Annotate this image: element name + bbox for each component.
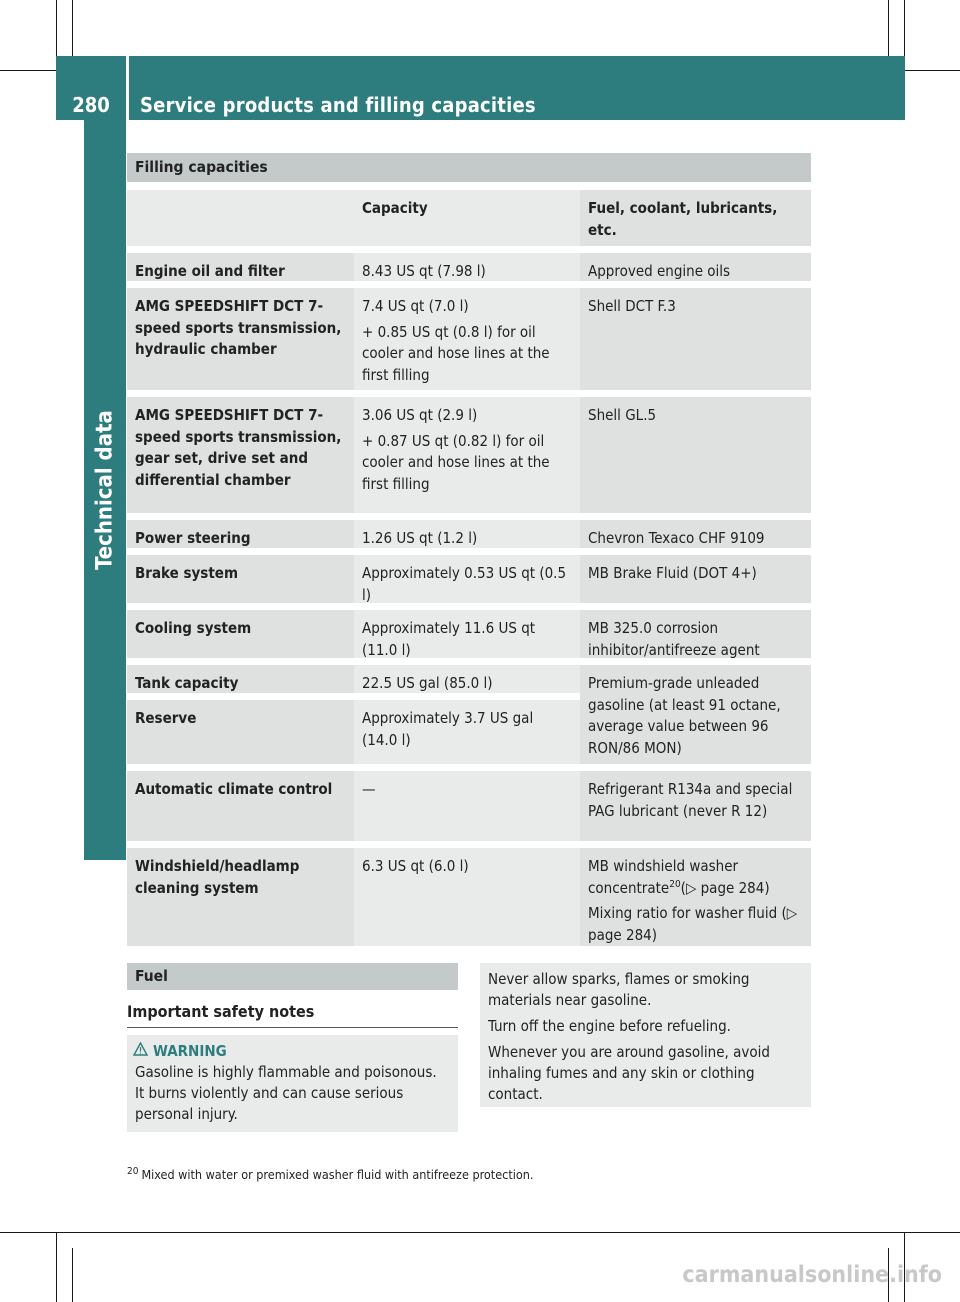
table-title: Filling capacities bbox=[127, 153, 811, 182]
product-text: MB Brake Fluid (DOT 4+) bbox=[588, 564, 757, 582]
table-row bbox=[127, 397, 811, 513]
row-item: Power steering bbox=[127, 520, 354, 548]
row-product bbox=[580, 555, 811, 603]
page-title: Service products and filling capacities bbox=[140, 93, 536, 117]
footnote bbox=[127, 1166, 533, 1182]
row-product bbox=[580, 848, 811, 946]
safety-note: Turn off the engine before refueling. bbox=[488, 1017, 731, 1035]
safety-notes-title: Important safety notes bbox=[127, 1002, 458, 1028]
product-text: Refrigerant R134a and special PAG lubricant (never R 12) bbox=[588, 780, 793, 820]
table-row bbox=[127, 253, 811, 281]
capacity-text: 6.3 US qt (6.0 l) bbox=[362, 857, 469, 875]
row-product bbox=[580, 253, 811, 281]
table-row bbox=[127, 520, 811, 548]
row-item: AMG SPEEDSHIFT DCT 7-speed sports transmission, gear set, drive set and differential chamber bbox=[127, 397, 354, 513]
row-capacity bbox=[354, 253, 580, 281]
row-item: Automatic climate control bbox=[127, 771, 354, 841]
row-capacity bbox=[354, 397, 580, 513]
footnote-number: 20 bbox=[127, 1166, 139, 1177]
tank-product bbox=[580, 665, 811, 764]
capacity-text: 22.5 US gal (85.0 l) bbox=[362, 674, 493, 692]
warning-icon bbox=[133, 1042, 148, 1056]
capacity-text: 1.26 US qt (1.2 l) bbox=[362, 529, 478, 547]
table-row bbox=[127, 700, 580, 764]
capacity-text: — bbox=[362, 780, 376, 798]
crop-mark bbox=[56, 0, 57, 56]
row-product bbox=[580, 397, 811, 513]
warning-label: WARNING bbox=[153, 1042, 227, 1060]
capacity-note: + 0.85 US qt (0.8 l) for oil cooler and hose lines at the first filling bbox=[362, 322, 550, 384]
row-product bbox=[580, 288, 811, 390]
row-item: AMG SPEEDSHIFT DCT 7-speed sports transmission, hydraulic chamber bbox=[127, 288, 354, 390]
safety-note: Never allow sparks, flames or smoking materials near gasoline. bbox=[488, 970, 750, 1009]
row-capacity bbox=[354, 771, 580, 841]
page-link[interactable]: (▷ page 284) bbox=[680, 878, 770, 897]
row-product bbox=[580, 610, 811, 658]
header-cell-item bbox=[127, 190, 354, 246]
row-product bbox=[580, 771, 811, 841]
row-item: Reserve bbox=[127, 700, 354, 764]
crop-mark bbox=[56, 1232, 57, 1302]
table-header-row bbox=[127, 190, 811, 246]
safety-notes-box bbox=[480, 963, 811, 1107]
safety-note: Whenever you are around gasoline, avoid inhaling fumes and any skin or clothing contact. bbox=[488, 1043, 770, 1103]
row-capacity bbox=[354, 555, 580, 603]
row-item: Engine oil and filter bbox=[127, 253, 354, 281]
capacity-text: Approximately 11.6 US qt (11.0 l) bbox=[362, 619, 536, 659]
table-row bbox=[127, 610, 811, 658]
table-row bbox=[127, 555, 811, 603]
crop-mark bbox=[888, 0, 889, 56]
capacity-text: 7.4 US qt (7.0 l) bbox=[362, 297, 469, 315]
washer-text: MB windshield washer concentrate bbox=[588, 857, 739, 897]
table-row bbox=[127, 665, 580, 693]
footnote-text: Mixed with water or premixed washer fluid with antifreeze protection. bbox=[141, 1167, 534, 1183]
crop-mark bbox=[72, 0, 73, 56]
capacity-text: 3.06 US qt (2.9 l) bbox=[362, 406, 478, 424]
side-tab-label-wrap bbox=[84, 120, 126, 860]
washer-product bbox=[588, 856, 803, 899]
row-product bbox=[580, 520, 811, 548]
product-text: Chevron Texaco CHF 9109 bbox=[588, 529, 765, 547]
footnote-ref[interactable]: 20 bbox=[669, 878, 681, 890]
capacity-note: + 0.87 US qt (0.82 l) for oil cooler and hose lines at the first filling bbox=[362, 431, 550, 493]
table-row bbox=[127, 848, 811, 946]
table-row bbox=[127, 771, 811, 841]
tank-reserve-group bbox=[127, 665, 811, 764]
capacity-text: Approximately 3.7 US gal (14.0 l) bbox=[362, 709, 534, 749]
row-capacity bbox=[354, 665, 580, 693]
crop-mark bbox=[904, 0, 905, 56]
row-item: Tank capacity bbox=[127, 665, 354, 693]
capacity-text: Approximately 0.53 US qt (0.5 l) bbox=[362, 564, 567, 604]
row-item: Cooling system bbox=[127, 610, 354, 658]
product-text: MB 325.0 corrosion inhibitor/antifreeze agent bbox=[588, 619, 760, 659]
page-number: 280 bbox=[72, 93, 110, 117]
crop-mark bbox=[0, 1232, 960, 1233]
side-tab-label: Technical data bbox=[92, 410, 118, 570]
header-cell-product: Fuel, coolant, lubricants, etc. bbox=[580, 190, 811, 246]
washer-mixing: Mixing ratio for washer fluid (▷ page 284) bbox=[588, 904, 798, 944]
warning-box bbox=[127, 1035, 458, 1132]
product-text: Shell GL.5 bbox=[588, 406, 657, 424]
filling-capacities-table bbox=[127, 153, 811, 946]
product-text: Approved engine oils bbox=[588, 262, 731, 280]
header-cell-capacity: Capacity bbox=[354, 190, 580, 246]
row-item: Windshield/headlamp cleaning system bbox=[127, 848, 354, 946]
row-capacity bbox=[354, 520, 580, 548]
table-row bbox=[127, 288, 811, 390]
row-capacity bbox=[354, 700, 580, 764]
fuel-section-title: Fuel bbox=[127, 963, 458, 990]
crop-mark bbox=[72, 1248, 73, 1302]
watermark: carmanualsonline.info bbox=[682, 1262, 942, 1288]
row-capacity bbox=[354, 848, 580, 946]
warning-text: Gasoline is highly flammable and poisonous. It burns violently and can cause serious personal injury. bbox=[135, 1063, 437, 1123]
row-item: Brake system bbox=[127, 555, 354, 603]
capacity-text: 8.43 US qt (7.98 l) bbox=[362, 262, 486, 280]
product-text: Premium-grade unleaded gasoline (at least 91 octane, average value between 96 RON/86 MON) bbox=[588, 674, 781, 757]
row-capacity bbox=[354, 288, 580, 390]
row-capacity bbox=[354, 610, 580, 658]
warning-title bbox=[153, 1041, 450, 1062]
tank-reserve-left bbox=[127, 665, 580, 764]
header-divider bbox=[126, 56, 129, 120]
product-text: Shell DCT F.3 bbox=[588, 297, 676, 315]
